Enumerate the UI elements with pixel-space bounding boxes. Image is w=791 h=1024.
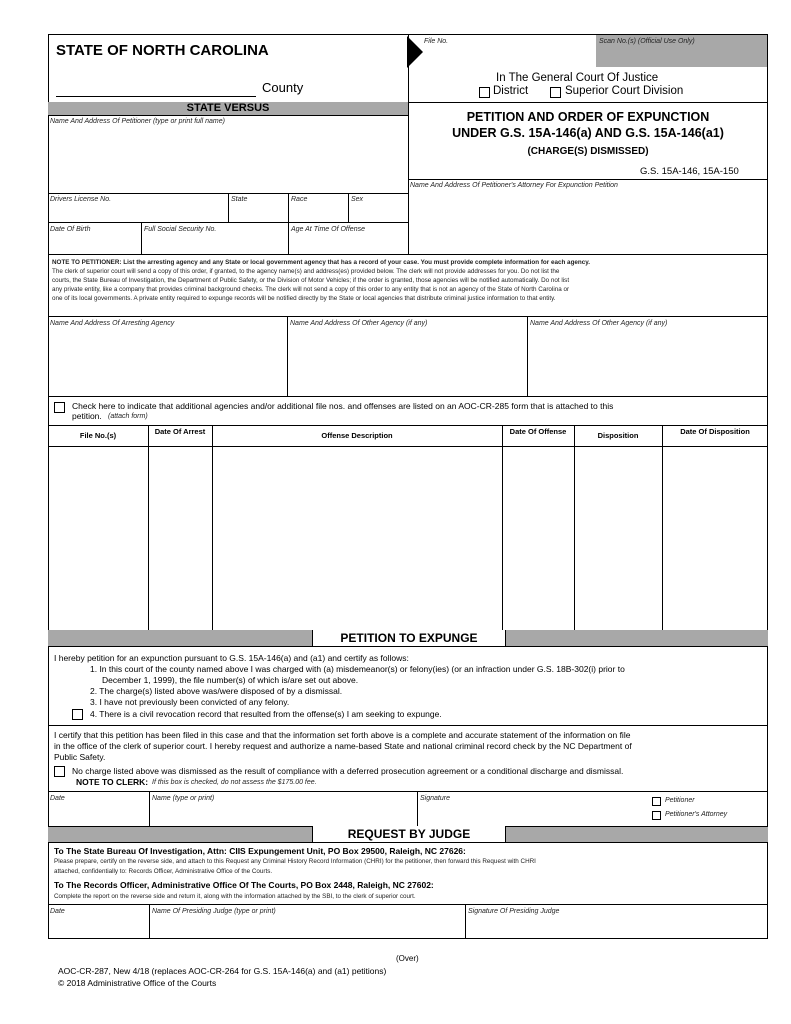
certify-line-3: Public Safety. [54, 752, 106, 762]
agency-bottom-line [48, 396, 768, 397]
dob-label: Date Of Birth [50, 226, 91, 233]
petition-item-1a: 1. In this court of the county named above I was charged with (a) misdemeanor(s) or felony(ies) (or an infraction under G.S. 18B-302(i) prior to [90, 664, 625, 674]
over-label: (Over) [396, 954, 419, 963]
county-field-line[interactable] [56, 96, 256, 97]
additional-agencies-text: Check here to indicate that additional agencies and/or additional file nos. and offenses are listed on an AOC-CR-285 form that is attached to this [72, 401, 614, 411]
drivers-license-label: Drivers License No. [50, 196, 112, 203]
col-header-disposition-date: Date Of Disposition [680, 427, 750, 436]
no-charge-checkbox[interactable] [54, 766, 65, 777]
sex-field[interactable] [351, 205, 405, 219]
state-versus-heading: STATE VERSUS [186, 102, 270, 114]
petition-signature-label: Signature [420, 795, 450, 802]
copyright: © 2018 Administrative Office of the Courts [58, 978, 217, 988]
aoc-address: To The Records Officer, Administrative Office Of The Courts, PO Box 2448, Raleigh, NC 27602: [54, 880, 434, 890]
row2-div-a [141, 222, 142, 254]
file-no-label: File No. [424, 38, 449, 45]
superior-court-checkbox[interactable] [550, 87, 561, 98]
form-title-line1: PETITION AND ORDER OF EXPUNCTION [466, 110, 710, 124]
agency-div-a [287, 316, 288, 396]
bottom-border [48, 938, 768, 939]
note-line-3: courts, the State Bureau of Investigation, the Department of Public Safety, or the Division of Motor Vehicles; if the order is granted, those agencies will be notified automatically. Do not list [52, 277, 570, 284]
note-line-5: one of its local governments. A private entity required to expunge records will be notified directly by the State or local agencies that distribute criminal justice information to that entity. [52, 295, 556, 302]
judge-signature-label: Signature Of Presiding Judge [468, 908, 560, 915]
ssn-field[interactable] [144, 236, 284, 250]
arresting-agency-field[interactable] [50, 330, 284, 392]
request-heading-line [48, 842, 768, 843]
judge-signature-field[interactable] [468, 918, 764, 936]
file-no-field[interactable] [424, 46, 594, 66]
other-agency-2-field[interactable] [530, 330, 764, 392]
note-line-2: The clerk of superior court will send a copy of this order, if granted, to the agency name(s) and address(es) provided below. The clerk will not provide addresses for you. Do not list the [52, 268, 560, 275]
petition-intro: I hereby petition for an expunction pursuant to G.S. 15A-146(a) and (a1) and certify as follows: [54, 653, 409, 663]
state-label: State [231, 196, 248, 203]
col-header-date-arrest: Date Of Arrest [154, 427, 206, 436]
col-header-offense-date: Date Of Offense [509, 427, 567, 436]
row2-div-b [288, 222, 289, 254]
sex-label: Sex [351, 196, 364, 203]
petition-date-field[interactable] [50, 805, 146, 823]
col-header-offense-desc: Offense Description [321, 431, 393, 440]
petition-heading: PETITION TO EXPUNGE [312, 630, 506, 646]
other-agency-2-label: Name And Address Of Other Agency (if any) [530, 320, 668, 327]
attorney-option-label: Petitioner's Attorney [665, 811, 728, 818]
right-border [767, 34, 768, 938]
sig-div-1 [149, 791, 150, 826]
sbi-text-1: Please prepare, certify on the reverse side, and attach to this Request any Criminal History Record Information (CHRI) for the petitioner, then forward this Request with CHRI [54, 858, 536, 865]
no-charge-text: No charge listed above was dismissed as the result of compliance with a deferred prosecution agreement or a conditional discharge and dismissal. [72, 766, 624, 776]
sbi-text-2: attached, confidentially to: Records Officer, Administrative Office of the Courts. [54, 868, 273, 875]
form-number: AOC-CR-287, New 4/18 (replaces AOC-CR-264 for G.S. 15A-146(a) and (a1) petitions) [58, 966, 387, 976]
header-divider [408, 34, 409, 102]
petition-name-field[interactable] [152, 805, 414, 823]
petitioner-checkbox[interactable] [652, 797, 661, 806]
other-agency-1-label: Name And Address Of Other Agency (if any) [290, 320, 428, 327]
petitioner-name-field[interactable] [50, 128, 405, 190]
form-title-line3: (CHARGE(S) DISMISSED) [527, 146, 649, 157]
additional-agencies-text-2: petition. [72, 411, 102, 421]
form-title-line2: UNDER G.S. 15A-146(a) AND G.S. 15A-146(a1) [452, 126, 724, 140]
petition-item-3: 3. I have not previously been convicted of any felony. [90, 697, 290, 707]
attorney-field[interactable] [410, 192, 765, 252]
petition-heading-line [48, 646, 768, 647]
age-field[interactable] [291, 236, 405, 250]
petition-item-4: 4. There is a civil revocation record that resulted from the offense(s) I am seeking to expunge. [90, 709, 442, 719]
attorney-label: Name And Address Of Petitioner's Attorney For Expunction Petition [410, 182, 618, 189]
agency-top-line [48, 316, 768, 317]
state-field[interactable] [231, 205, 285, 219]
dob-field[interactable] [50, 236, 138, 250]
petition-item-2: 2. The charge(s) listed above was/were disposed of by a dismissal. [90, 686, 343, 696]
county-label: County [262, 80, 304, 95]
race-label: Race [291, 196, 308, 203]
note-to-clerk-label: NOTE TO CLERK: [76, 777, 149, 787]
age-label: Age At Time Of Offense [291, 226, 365, 233]
judge-top-line [48, 904, 768, 905]
row1-div-b [288, 193, 289, 222]
petition-signature-field[interactable] [420, 805, 642, 823]
court-title: In The General Court Of Justice [496, 72, 659, 84]
row1-div-a [228, 193, 229, 222]
state-heading: STATE OF NORTH CAROLINA [56, 42, 269, 59]
note-line-4: any private entity, like a company that provides criminal background checks. The clerk will not send a copy of this order to any entity that is not an agency of the State of North Carolina or [52, 286, 570, 293]
note-to-clerk-text: If this box is checked, do not assess the $175.00 fee. [152, 779, 317, 786]
aoc-text: Complete the report on the reverse side and return it, along with the information attached by the SBI, to the clerk of superior court. [54, 893, 416, 900]
title-bottom-line [408, 179, 768, 180]
attach-form-note: (attach form) [108, 413, 148, 420]
other-agency-1-field[interactable] [290, 330, 524, 392]
district-checkbox[interactable] [479, 87, 490, 98]
race-field[interactable] [291, 205, 345, 219]
sig-top-line [48, 791, 768, 792]
certify-line-1: I certify that this petition has been filed in this case and that the information set forth above is a complete and accurate statement of the information on file [54, 730, 631, 740]
sbi-address: To The State Bureau Of Investigation, Attn: CIIS Expungement Unit, PO Box 29500, Raleigh, NC 27626: [54, 846, 466, 856]
judge-date-field[interactable] [50, 918, 146, 936]
sig-div-2 [417, 791, 418, 826]
petitioner-option-label: Petitioner [665, 797, 695, 804]
col-header-disposition: Disposition [597, 431, 639, 440]
middle-divider [408, 102, 409, 254]
judge-name-label: Name Of Presiding Judge (type or print) [152, 908, 276, 915]
civil-revocation-checkbox[interactable] [72, 709, 83, 720]
col-header-file-no: File No.(s) [79, 431, 117, 440]
row-line-2 [48, 222, 408, 223]
superior-court-label: Superior Court Division [565, 85, 684, 97]
request-heading: REQUEST BY JUDGE [312, 826, 506, 842]
drivers-license-field[interactable] [50, 205, 225, 219]
judge-div-1 [149, 904, 150, 938]
note-top-line [48, 254, 768, 255]
certify-line-2: in the office of the clerk of superior court. I hereby request and authorize a name-based State and national criminal record check by the NC Department of [54, 741, 632, 751]
petition-date-label: Date [50, 795, 65, 802]
ssn-label: Full Social Security No. [144, 226, 217, 233]
judge-date-label: Date [50, 908, 65, 915]
scan-no-label: Scan No.(s) (Official Use Only) [599, 38, 695, 45]
petition-item-1b: December 1, 1999), the file number(s) of which is/are set out above. [102, 675, 359, 685]
note-line-1: NOTE TO PETITIONER: List the arresting agency and any State or local government agency that has a record of your case. You must provide complete information for each agency. [52, 259, 591, 266]
agency-div-b [527, 316, 528, 396]
judge-name-field[interactable] [152, 918, 462, 936]
offense-table-body[interactable] [49, 447, 767, 629]
district-label: District [493, 85, 529, 97]
attorney-checkbox[interactable] [652, 811, 661, 820]
petitioner-name-label: Name And Address Of Petitioner (type or print full name) [50, 118, 225, 125]
petition-name-label: Name (type or print) [152, 795, 215, 802]
statute-reference: G.S. 15A-146, 15A-150 [640, 166, 739, 177]
sv-line [48, 115, 408, 116]
additional-agencies-checkbox[interactable] [54, 402, 65, 413]
row1-div-c [348, 193, 349, 222]
table-top-line [48, 425, 768, 426]
certify-top-line [48, 725, 768, 726]
judge-div-2 [465, 904, 466, 938]
arresting-agency-label: Name And Address Of Arresting Agency [50, 320, 175, 327]
